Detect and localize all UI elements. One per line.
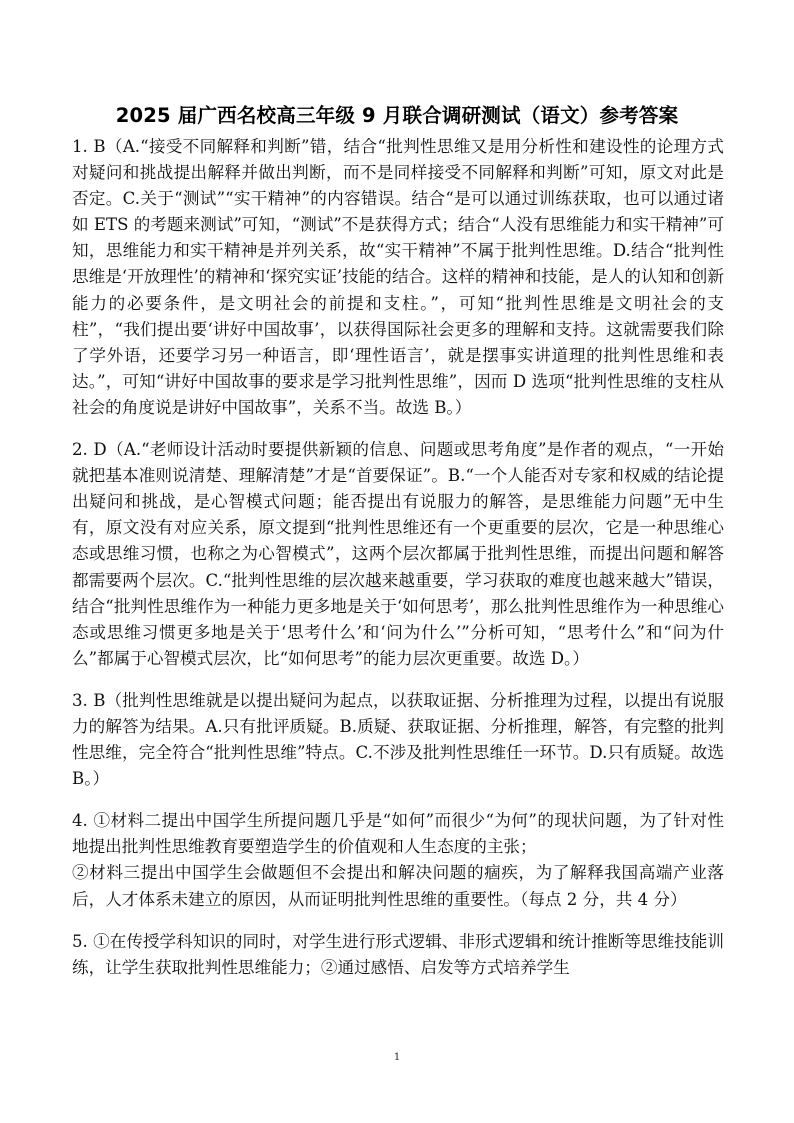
answer-list bbox=[72, 134, 730, 997]
answer-3: 3. B（批判性思维就是以提出疑问为起点，以获取证据、分析推理为过程，以提出有说服力的解答为结果。A.只有批评质疑。B.质疑、获取证据、分析推理，解答，有完整的批判性思维，完全符合“批判性思维”特点。C.不涉及批判性思维任一环节。D.只有质疑。故选 B。） bbox=[72, 690, 730, 789]
answer-2: 2. D（A.“老师设计活动时要提供新颖的信息、问题或思考角度”是作者的观点，“一开始就把基本准则说清楚、理解清楚”才是“首要保证”。B.“一个人能否对专家和权威的结论提出疑问和挑战，是心智模式问题；能否提出有说服力的解答，是思维能力问题”无中生有，原文没有对应关系，原文提到“批判性思维还有一个更重要的层次，它是一种思维心态或思维习惯，也称之为心智模式”，这两个层次都属于批判性思维，而提出问题和解答都需要两个层次。C.“批判性思维的层次越来越重要，学习获取的难度也越来越大”错误，结合“批判性思维作为一种能力更多地是关于‘如何思考’，那么批判性思维作为一种思维心态或思维习惯更多地是关于‘思考什么’和‘问为什么’”分析可知，“思考什么”和“问为什么”都属于心智模式层次，比“如何思考”的能力层次更重要。故选 D。） bbox=[72, 440, 724, 668]
document-title: 2025 届广西名校高三年级 9 月联合调研测试（语文）参考答案 bbox=[115, 104, 679, 127]
answer-5: 5. ①在传授学科知识的同时，对学生进行形式逻辑、非形式逻辑和统计推断等思维技能训练，让学生获取批判性思维能力；②通过感悟、启发等方式培养学生 bbox=[72, 931, 724, 977]
page-number: 1 bbox=[393, 1052, 401, 1063]
answer-4: 4. ①材料二提出中国学生所提问题几乎是“如何”而很少“为何”的现状问题，为了针对性地提出批判性思维教育要塑造学生的价值观和人生态度的主张； ②材料三提出中国学生会做题但不会提出和解决问题的痼疾，为了解释我国高端产业落后，人才体系未建立的原因，从而证明批判性思维的重要性。（每点 2 分，共 4 分） bbox=[72, 811, 724, 909]
answer-1: 1. B（A.“接受不同解释和判断”错，结合“批判性思维又是用分析性和建设性的论理方式对疑问和挑战提出解释并做出判断，而不是同样接受不同解释和判断”可知，原文对此是否定。C.关于“测试”“实干精神”的内容错误。结合“是可以通过训练获取，也可以通过诸如 ETS 的考题来测试”可知，“测试”不是获得方式；结合“人没有思维能力和实干精神”可知，思维能力和实干精神是并列关系，故“实干精神”不属于批判性思维。D.结合“批判性思维是‘开放理性’的精神和‘探究实证’技能的结合。这样的精神和技能，是人的认知和创新能力的必要条件，是文明社会的前提和支柱。”，可知“批判性思维是文明社会的支柱”，“我们提出要‘讲好中国故事’，以获得国际社会更多的理解和支持。这就需要我们除了学外语，还要学习另一种语言，即‘理性语言’，就是摆事实讲道理的批判性思维和表达。”，可知“讲好中国故事的要求是学习批判性思维”，因而 D 选项“批判性思维的支柱从社会的角度说是讲好中国故事”，关系不当。故选 B。） bbox=[72, 137, 724, 417]
